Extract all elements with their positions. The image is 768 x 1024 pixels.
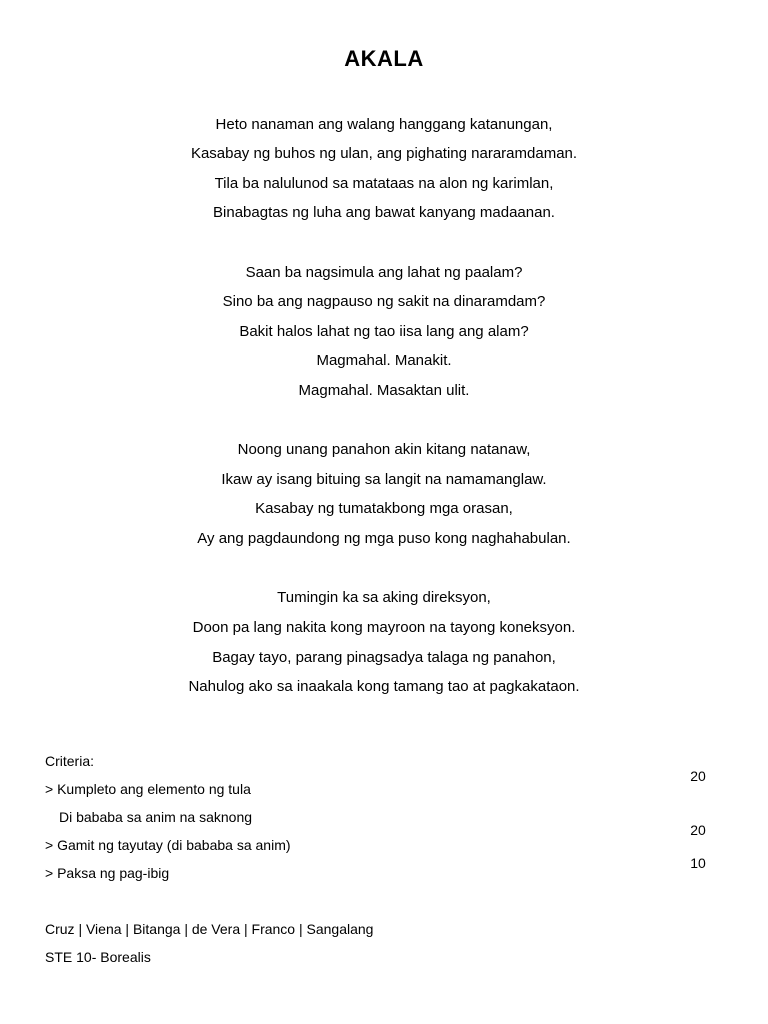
section-line: STE 10- Borealis — [45, 949, 151, 965]
poem-line: Tumingin ka sa aking direksyon, — [277, 589, 491, 606]
poem-line: Bagay tayo, parang pinagsadya talaga ng panahon, — [212, 649, 556, 666]
poem-title: AKALA — [344, 46, 424, 71]
criteria-item: > Kumpleto ang elemento ng tula — [45, 781, 251, 797]
poem-line: Magmahal. Masaktan ulit. — [298, 382, 470, 399]
poem-line: Ay ang pagdaundong ng mga puso kong naghahabulan. — [197, 530, 571, 547]
criteria-item: Di bababa sa anim na saknong — [59, 809, 253, 825]
criteria-item: > Paksa ng pag-ibig — [45, 865, 170, 881]
poem-line: Sino ba ang nagpauso ng sakit na dinaramdam? — [222, 293, 546, 310]
criteria-heading: Criteria: — [45, 753, 95, 769]
criteria-score: 10 — [690, 855, 706, 871]
poem-line: Saan ba nagsimula ang lahat ng paalam? — [245, 264, 523, 281]
poem-line: Magmahal. Manakit. — [316, 352, 452, 369]
poem-line: Ikaw ay isang bituing sa langit na namamanglaw. — [221, 471, 547, 488]
poem-line: Heto nanaman ang walang hanggang katanungan, — [215, 116, 553, 133]
poem-line: Doon pa lang nakita kong mayroon na tayong koneksyon. — [192, 619, 576, 636]
authors-line: Cruz | Viena | Bitanga | de Vera | Franco | Sangalang — [45, 921, 374, 937]
poem-line: Binabagtas ng luha ang bawat kanyang madaanan. — [213, 204, 555, 221]
criteria-item: > Gamit ng tayutay (di bababa sa anim) — [45, 837, 291, 853]
poem-line: Tila ba nalulunod sa matataas na alon ng karimlan, — [214, 175, 554, 192]
poem-line: Bakit halos lahat ng tao iisa lang ang alam? — [239, 323, 529, 340]
poem-line: Kasabay ng buhos ng ulan, ang pighating nararamdaman. — [190, 145, 578, 162]
criteria-score: 20 — [690, 768, 706, 784]
poem-line: Nahulog ako sa inaakala kong tamang tao at pagkakataon. — [188, 678, 580, 695]
criteria-score: 20 — [690, 822, 706, 838]
poem-line: Noong unang panahon akin kitang natanaw, — [237, 441, 531, 458]
poem-line: Kasabay ng tumatakbong mga orasan, — [255, 500, 513, 517]
